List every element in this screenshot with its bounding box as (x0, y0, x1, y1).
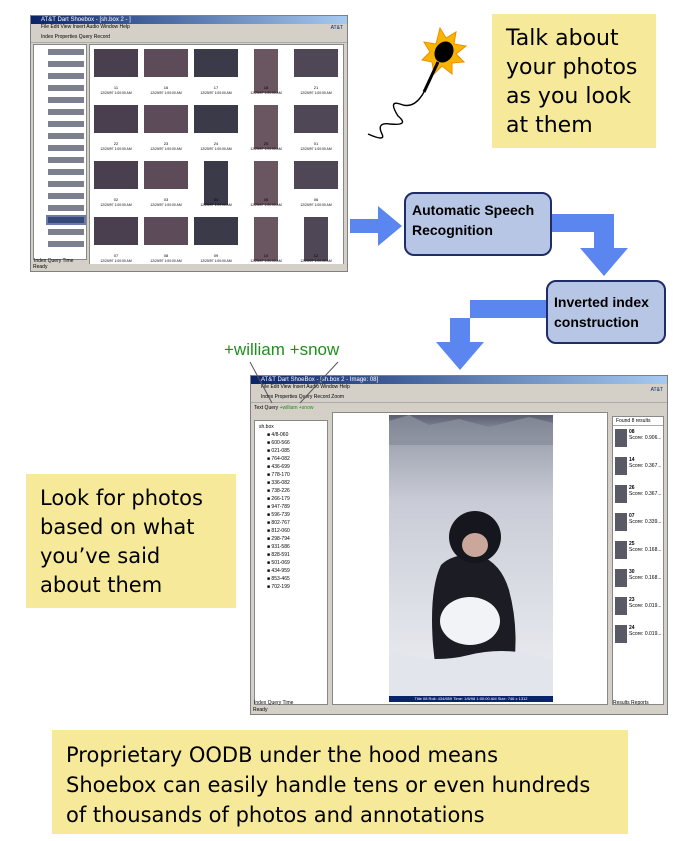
status-bar: Ready (31, 264, 347, 271)
callout-line: Talk about (506, 26, 619, 51)
result-score: Score: 0.906... (629, 435, 662, 441)
callout-line: of thousands of photos and annotations (66, 803, 485, 827)
thumbnail-id: 16 (163, 85, 169, 90)
result-score: Score: 0.019... (629, 631, 662, 637)
thumbnail-id: 06 (313, 197, 319, 202)
callout-line: Look for photos (40, 486, 203, 510)
thumbnail-date: 12/25/97 1:00:00 AM (150, 91, 182, 95)
callout-line: as you look (506, 84, 632, 109)
callout-line: based on what (40, 515, 195, 539)
tree-item[interactable]: ■ 947-789 (267, 504, 290, 510)
thumbnail-id: 24 (213, 141, 219, 146)
status-bar: Ready (251, 707, 667, 714)
text-query-input[interactable]: +william +snow (279, 405, 314, 411)
thumbnail-date: 12/25/97 1:00:00 AM (300, 147, 332, 151)
tree-root[interactable]: sh.box (259, 424, 274, 430)
result-id: 08 (629, 429, 635, 435)
thumbnail-id: 11 (113, 85, 119, 90)
thumbnail-date: 12/25/97 1:00:00 AM (250, 91, 282, 95)
result-id: 24 (629, 625, 635, 631)
thumbnail-date: 12/25/97 1:00:00 AM (100, 203, 132, 207)
result-score: Score: 0.339... (629, 519, 662, 525)
thumbnail-id: 03 (163, 197, 169, 202)
callout-line: Shoebox can easily handle tens or even hundreds (66, 773, 591, 797)
result-id: 07 (629, 513, 635, 519)
tree-item[interactable]: ■ 501-069 (267, 560, 290, 566)
thumbnail-id: 05 (263, 197, 269, 202)
arrow-elbow-down-icon (552, 214, 628, 276)
thumbnail-id: 02 (113, 197, 119, 202)
toolbar[interactable]: Index Properties Query Record (31, 31, 347, 43)
image-caption: Title 08 Roll: 434/659 Time: 1/6/98 1:00:00 AM Size: 746 x 1312 (389, 696, 553, 702)
att-logo: AT&T (330, 25, 343, 31)
thumbnail-date: 12/25/97 1:00:00 AM (250, 259, 282, 263)
query-pointer-line (300, 362, 338, 403)
callout-line: your photos (506, 55, 638, 80)
callout-line: at them (506, 113, 593, 138)
thumbnail-id: 22 (113, 141, 119, 146)
window-title: AT&T Dart Shoebox - [sh.box 2 - ] (31, 16, 347, 24)
result-score: Score: 0.168... (629, 575, 662, 581)
thumbnail-date: 12/25/97 1:00:00 AM (150, 203, 182, 207)
toolbar[interactable]: Index Properties Query Record Zoom (251, 391, 667, 403)
thumbnail-id: 23 (163, 141, 169, 146)
step-line: Inverted index (554, 294, 649, 310)
text-query-label: Text Query (254, 405, 279, 411)
tree-item[interactable]: ■ 298-794 (267, 536, 290, 542)
thumbnail-date: 12/25/97 1:00:00 AM (100, 147, 132, 151)
result-id: 26 (629, 485, 635, 491)
tree-item[interactable]: ■ 4/8-060 (267, 432, 289, 438)
window-title: AT&T Dart ShoeBox - [sh.box 2 - Image: 08] (251, 376, 667, 384)
tree-item[interactable]: ■ 702-199 (267, 584, 290, 590)
tree-item[interactable]: ■ 266-179 (267, 496, 290, 502)
result-score: Score: 0.019... (629, 603, 662, 609)
callout-line: about them (40, 573, 163, 597)
result-score: Score: 0.367... (629, 491, 662, 497)
thumbnail-id: 12 (313, 253, 319, 258)
thumbnail-date: 12/25/97 1:00:00 AM (150, 147, 182, 151)
thumbnail-id: 18 (263, 85, 269, 90)
thumbnail-id: 04 (213, 197, 219, 202)
menu-bar[interactable]: File Edit View Insert Audio Window Help (41, 24, 130, 30)
thumbnail-id: 08 (163, 253, 169, 258)
result-tabs[interactable]: Results Reports (613, 700, 649, 706)
step-line: Recognition (412, 222, 493, 238)
thumbnail-date: 12/25/97 1:00:00 AM (200, 147, 232, 151)
thumbnail-id: 07 (113, 253, 119, 258)
tree-item[interactable]: ■ 336-082 (267, 480, 290, 486)
step-line: Automatic Speech (412, 202, 535, 218)
thumbnail-date: 12/25/97 1:00:00 AM (200, 203, 232, 207)
result-score: Score: 0.367... (629, 463, 662, 469)
thumbnail-date: 12/25/97 1:00:00 AM (200, 259, 232, 263)
tree-item[interactable]: ■ 802-767 (267, 520, 290, 526)
tree-item[interactable]: ■ 812-060 (267, 528, 290, 534)
att-logo: AT&T (650, 387, 663, 393)
result-id: 23 (629, 597, 635, 603)
thumbnail-id: 21 (313, 85, 319, 90)
thumbnail-date: 12/25/97 1:00:00 AM (200, 91, 232, 95)
thumbnail-date: 12/25/97 1:00:00 AM (100, 259, 132, 263)
query-tag: +william +snow (224, 340, 340, 359)
arrow-right-icon (350, 206, 402, 246)
tree-item[interactable]: ■ 600-566 (267, 440, 290, 446)
thumbnail-date: 12/25/97 1:00:00 AM (150, 259, 182, 263)
result-id: 14 (629, 457, 635, 463)
callout-line: you’ve said (40, 544, 161, 568)
tree-item[interactable]: ■ 931-586 (267, 544, 290, 550)
tree-item[interactable]: ■ 021-085 (267, 448, 290, 454)
thumbnail-id: 09 (213, 253, 219, 258)
found-header: Found 8 results (613, 417, 663, 426)
thumbnail-date: 12/25/97 1:00:00 AM (300, 91, 332, 95)
tree-item[interactable]: ■ 596-739 (267, 512, 290, 518)
result-id: 30 (629, 569, 635, 575)
thumbnail-date: 12/25/97 1:00:00 AM (250, 203, 282, 207)
thumbnail-id: 01 (313, 141, 319, 146)
menu-bar[interactable]: File Edit View Insert Audio Window Help (261, 384, 350, 390)
arrow-elbow-left-down-icon (436, 300, 546, 370)
step-line: construction (554, 314, 639, 330)
result-score: Score: 0.168... (629, 547, 662, 553)
tree-item[interactable]: ■ 853-465 (267, 576, 290, 582)
tree-item[interactable]: ■ 778-170 (267, 472, 290, 478)
thumbnail-id: 10 (263, 253, 269, 258)
thumbnail-id: 17 (213, 85, 219, 90)
thumbnail-date: 12/25/97 1:00:00 AM (300, 259, 332, 263)
query-pointer-line (250, 362, 272, 403)
thumbnail-date: 12/25/97 1:00:00 AM (100, 91, 132, 95)
tree-item[interactable]: ■ 738-226 (267, 488, 290, 494)
result-id: 25 (629, 541, 635, 547)
tree-item[interactable]: ■ 436-699 (267, 464, 290, 470)
tree-tabs[interactable]: Index Query Time (254, 700, 294, 706)
tree-item[interactable]: ■ 434-959 (267, 568, 290, 574)
tree-item[interactable]: ■ 828-591 (267, 552, 290, 558)
sidebar-tabs[interactable]: Index Query Time (34, 258, 74, 264)
callout-line: Proprietary OODB under the hood means (66, 743, 499, 767)
thumbnail-date: 12/25/97 1:00:00 AM (300, 203, 332, 207)
tree-item[interactable]: ■ 764-082 (267, 456, 290, 462)
thumbnail-id: 25 (263, 141, 269, 146)
microphone-icon (368, 28, 466, 138)
thumbnail-date: 12/25/97 1:00:00 AM (250, 147, 282, 151)
